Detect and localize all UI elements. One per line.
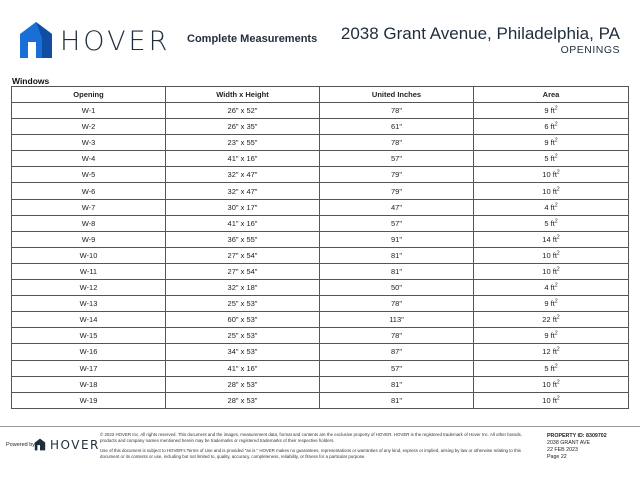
table-row xyxy=(12,103,629,119)
area-cell xyxy=(474,119,629,135)
area-exponent: 2 xyxy=(554,105,558,112)
united-inches-cell: 79" xyxy=(320,183,474,199)
area-unit: ft xyxy=(550,154,555,164)
area-unit: ft xyxy=(550,331,555,341)
size-cell: 34" x 53" xyxy=(166,344,320,360)
column-header-area: Area xyxy=(474,87,629,103)
area-exponent: 2 xyxy=(556,395,560,402)
terms-text: Use of this document is subject to HOVER's Terms of Use and is provided "as is." HOVER makes no guarantees, representations or warranties of any kind, express or implied, arising by law or otherwise relating to this document or its contents or use, including but not limited to, quality, accuracy, completeness, reliability, or fitness for a particular purpose. xyxy=(100,448,521,460)
area-value: 22 xyxy=(542,315,551,325)
united-inches-cell: 79" xyxy=(320,167,474,183)
table-row xyxy=(12,296,629,312)
united-inches-cell: 87" xyxy=(320,344,474,360)
page-number: Page 22 xyxy=(547,453,567,460)
table-row xyxy=(12,135,629,151)
size-cell: 27" x 54" xyxy=(166,247,320,263)
area-unit: ft xyxy=(552,347,557,357)
area-unit: ft xyxy=(552,170,557,180)
opening-cell: W-19 xyxy=(12,392,166,408)
area-cell xyxy=(474,312,629,328)
united-inches-cell: 61" xyxy=(320,119,474,135)
area-unit: ft xyxy=(552,234,557,244)
united-inches-cell: 113" xyxy=(320,312,474,328)
hover-house-logo-icon xyxy=(34,438,46,451)
report-header xyxy=(0,0,640,70)
area-value: 10 xyxy=(542,379,551,389)
area-value: 10 xyxy=(542,250,551,260)
area-unit: ft xyxy=(550,218,555,228)
column-header-opening: Opening xyxy=(12,87,166,103)
area-unit: ft xyxy=(552,395,557,405)
property-meta xyxy=(547,433,607,461)
area-unit: ft xyxy=(552,250,557,260)
area-value: 5 xyxy=(544,363,549,373)
table-row xyxy=(12,263,629,279)
table-row xyxy=(12,183,629,199)
table-row xyxy=(12,215,629,231)
united-inches-cell: 81" xyxy=(320,376,474,392)
united-inches-cell: 78" xyxy=(320,103,474,119)
area-cell xyxy=(474,199,629,215)
area-cell xyxy=(474,376,629,392)
opening-cell: W-4 xyxy=(12,151,166,167)
opening-cell: W-17 xyxy=(12,360,166,376)
footer-divider xyxy=(0,426,640,427)
area-exponent: 2 xyxy=(556,234,560,241)
table-title: Windows xyxy=(12,76,50,86)
property-id: PROPERTY ID: 8309702 xyxy=(547,433,607,439)
opening-cell: W-3 xyxy=(12,135,166,151)
area-value: 10 xyxy=(542,186,551,196)
table-row xyxy=(12,360,629,376)
table-row xyxy=(12,167,629,183)
area-exponent: 2 xyxy=(554,282,558,289)
footer-brand-name: HOVER xyxy=(50,438,100,452)
area-cell xyxy=(474,103,629,119)
area-cell xyxy=(474,263,629,279)
size-cell: 27" x 54" xyxy=(166,263,320,279)
area-exponent: 2 xyxy=(556,250,560,257)
size-cell: 28" x 53" xyxy=(166,376,320,392)
area-cell xyxy=(474,151,629,167)
size-cell: 41" x 16" xyxy=(166,215,320,231)
area-exponent: 2 xyxy=(554,121,558,128)
united-inches-cell: 50" xyxy=(320,280,474,296)
opening-cell: W-12 xyxy=(12,280,166,296)
brand-name: HOVER xyxy=(60,26,171,57)
table-row xyxy=(12,376,629,392)
united-inches-cell: 47" xyxy=(320,199,474,215)
opening-cell: W-5 xyxy=(12,167,166,183)
united-inches-cell: 57" xyxy=(320,360,474,376)
area-exponent: 2 xyxy=(554,363,558,370)
size-cell: 32" x 18" xyxy=(166,280,320,296)
area-value: 4 xyxy=(544,283,549,293)
area-exponent: 2 xyxy=(554,218,558,225)
area-value: 5 xyxy=(544,154,549,164)
area-exponent: 2 xyxy=(554,298,558,305)
united-inches-cell: 78" xyxy=(320,135,474,151)
opening-cell: W-14 xyxy=(12,312,166,328)
size-cell: 28" x 53" xyxy=(166,392,320,408)
area-exponent: 2 xyxy=(556,379,560,386)
united-inches-cell: 81" xyxy=(320,247,474,263)
opening-cell: W-6 xyxy=(12,183,166,199)
report-date: 22 FEB 2023 xyxy=(547,446,578,453)
opening-cell: W-10 xyxy=(12,247,166,263)
table-row xyxy=(12,247,629,263)
powered-by-label: Powered by xyxy=(6,442,36,448)
area-exponent: 2 xyxy=(554,202,558,209)
table-row xyxy=(12,392,629,408)
table-row xyxy=(12,328,629,344)
area-value: 5 xyxy=(544,218,549,228)
area-cell xyxy=(474,183,629,199)
section-title: OPENINGS xyxy=(560,44,620,56)
size-cell: 36" x 55" xyxy=(166,231,320,247)
meta-address: 2038 GRANT AVE xyxy=(547,439,591,446)
size-cell: 32" x 47" xyxy=(166,183,320,199)
column-header-united-inches: United Inches xyxy=(320,87,474,103)
legal-notice xyxy=(100,432,525,460)
table-row xyxy=(12,151,629,167)
area-cell xyxy=(474,392,629,408)
united-inches-cell: 57" xyxy=(320,151,474,167)
area-exponent: 2 xyxy=(556,314,560,321)
area-value: 10 xyxy=(542,170,551,180)
area-unit: ft xyxy=(550,106,555,116)
area-cell xyxy=(474,360,629,376)
area-cell xyxy=(474,296,629,312)
united-inches-cell: 78" xyxy=(320,296,474,312)
report-subtitle: Complete Measurements xyxy=(187,33,318,45)
size-cell: 26" x 52" xyxy=(166,103,320,119)
area-value: 14 xyxy=(542,234,551,244)
opening-cell: W-16 xyxy=(12,344,166,360)
area-unit: ft xyxy=(552,186,557,196)
hover-house-logo-icon xyxy=(18,20,54,60)
area-exponent: 2 xyxy=(554,137,558,144)
united-inches-cell: 81" xyxy=(320,392,474,408)
opening-cell: W-8 xyxy=(12,215,166,231)
area-cell xyxy=(474,328,629,344)
size-cell: 41" x 16" xyxy=(166,360,320,376)
united-inches-cell: 91" xyxy=(320,231,474,247)
area-value: 9 xyxy=(544,299,549,309)
column-header-size: Width x Height xyxy=(166,87,320,103)
united-inches-cell: 81" xyxy=(320,263,474,279)
area-value: 6 xyxy=(544,122,549,132)
area-exponent: 2 xyxy=(556,346,560,353)
area-unit: ft xyxy=(552,379,557,389)
area-unit: ft xyxy=(550,138,555,148)
opening-cell: W-2 xyxy=(12,119,166,135)
area-cell xyxy=(474,344,629,360)
opening-cell: W-13 xyxy=(12,296,166,312)
table-row xyxy=(12,231,629,247)
area-value: 9 xyxy=(544,138,549,148)
table-row xyxy=(12,344,629,360)
size-cell: 25" x 53" xyxy=(166,328,320,344)
area-unit: ft xyxy=(550,363,555,373)
area-unit: ft xyxy=(552,266,557,276)
opening-cell: W-9 xyxy=(12,231,166,247)
area-exponent: 2 xyxy=(554,153,558,160)
area-value: 9 xyxy=(544,331,549,341)
area-value: 9 xyxy=(544,106,549,116)
united-inches-cell: 57" xyxy=(320,215,474,231)
area-exponent: 2 xyxy=(556,266,560,273)
table-header-row xyxy=(12,87,629,103)
area-unit: ft xyxy=(550,299,555,309)
opening-cell: W-15 xyxy=(12,328,166,344)
area-exponent: 2 xyxy=(556,169,560,176)
area-cell xyxy=(474,231,629,247)
area-value: 10 xyxy=(542,395,551,405)
table-row xyxy=(12,199,629,215)
size-cell: 60" x 53" xyxy=(166,312,320,328)
property-address: 2038 Grant Avenue, Philadelphia, PA xyxy=(340,24,620,43)
table-row xyxy=(12,312,629,328)
area-unit: ft xyxy=(550,283,555,293)
area-cell xyxy=(474,215,629,231)
size-cell: 25" x 53" xyxy=(166,296,320,312)
opening-cell: W-7 xyxy=(12,199,166,215)
table-row xyxy=(12,280,629,296)
copyright-text: © 2023 HOVER Inc. All rights reserved. This document and the images, measurement data, format and contents are the exclusive property of HOVER. HOVER is the registered trademark of Hover Inc. All other brands, products and company names mentioned herein may be trademarks or registered trademarks of their respective holders. xyxy=(100,432,522,443)
area-value: 4 xyxy=(544,202,549,212)
united-inches-cell: 78" xyxy=(320,328,474,344)
area-cell xyxy=(474,280,629,296)
size-cell: 32" x 47" xyxy=(166,167,320,183)
area-value: 12 xyxy=(542,347,551,357)
area-unit: ft xyxy=(550,202,555,212)
area-exponent: 2 xyxy=(556,186,560,193)
opening-cell: W-11 xyxy=(12,263,166,279)
size-cell: 30" x 17" xyxy=(166,199,320,215)
opening-cell: W-1 xyxy=(12,103,166,119)
area-exponent: 2 xyxy=(554,330,558,337)
size-cell: 26" x 35" xyxy=(166,119,320,135)
opening-cell: W-18 xyxy=(12,376,166,392)
area-value: 10 xyxy=(542,266,551,276)
area-unit: ft xyxy=(552,315,557,325)
size-cell: 23" x 55" xyxy=(166,135,320,151)
size-cell: 41" x 16" xyxy=(166,151,320,167)
area-cell xyxy=(474,167,629,183)
report-footer xyxy=(0,424,640,480)
area-unit: ft xyxy=(550,122,555,132)
table-row xyxy=(12,119,629,135)
windows-table xyxy=(11,86,629,409)
area-cell xyxy=(474,247,629,263)
area-cell xyxy=(474,135,629,151)
